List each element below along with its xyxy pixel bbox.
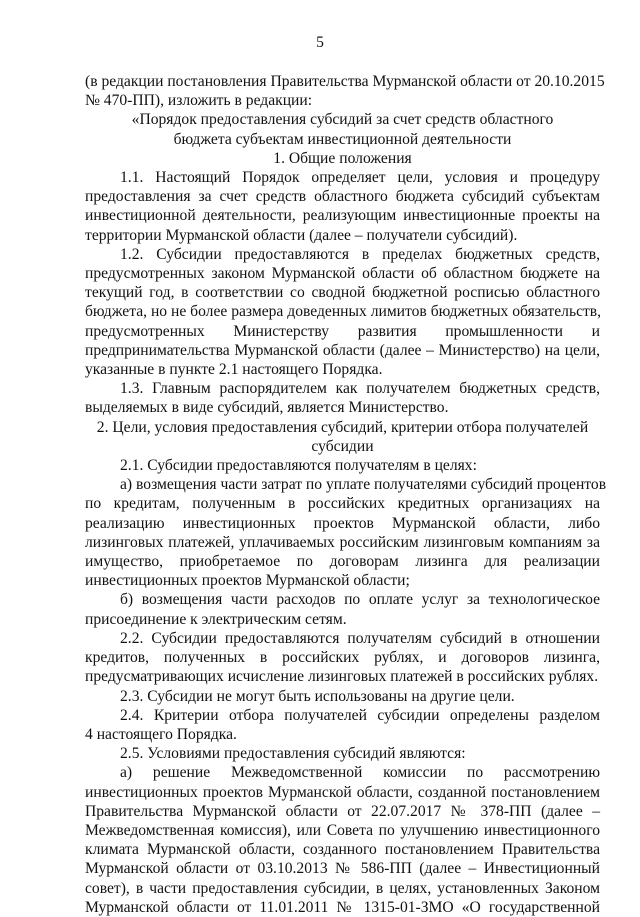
text-line: выделяемых в виде субсидий, является Министерство.: [85, 399, 449, 417]
text-line: инвестиционных проектов Мурманской области;: [85, 572, 410, 590]
text-line: бюджета, но не более размера доведенных лимитов бюджетных обязательств,: [85, 303, 602, 321]
text-line: территории Мурманской области (далее – получатели субсидий).: [85, 226, 518, 244]
text-line: Правительства Мурманской области от 22.07.2017 № 378-ПП (далее –: [85, 802, 600, 820]
text-line: по кредитам, полученным в российских кредитных организациях на: [85, 495, 600, 513]
text-line: «Порядок предоставления субсидий за счет средств областного: [131, 111, 554, 129]
text-line: совет), в части предоставления субсидии, в целях, установленных Законом: [85, 879, 600, 897]
text-line: 2.4. Критерии отбора получателей субсидии определены разделом: [120, 706, 600, 724]
text-line: 2.2. Субсидии предоставляются получателям субсидий в отношении: [120, 629, 600, 647]
text-line: а) решение Межведомственной комиссии по рассмотрению: [120, 764, 600, 782]
text-line: инвестиционной деятельности, реализующим инвестиционные проекты на: [85, 207, 600, 225]
text-line: Межведомственная комиссия), или Совета по улучшению инвестиционного: [85, 821, 600, 839]
text-line: б) возмещения части расходов по оплате услуг за технологическое: [120, 591, 600, 609]
text-line: (в редакции постановления Правительства Мурманской области от 20.10.2015: [85, 73, 605, 90]
text-line: предпринимательства Мурманской области (далее – Министерство) на цели,: [85, 341, 600, 359]
text-line: текущий год, в соответствии со сводной бюджетной росписью областного: [85, 284, 600, 302]
text-line: присоединение к электрическим сетям.: [85, 610, 347, 628]
text-line: указанные в пункте 2.1 настоящего Порядка.: [85, 361, 383, 379]
text-line: Мурманской области от 11.01.2011 № 1315-01-ЗМО «О государственной: [85, 898, 600, 916]
text-line: кредитов, полученных в российских рублях, и договоров лизинга,: [85, 649, 600, 667]
text-line: 1.3. Главным распорядителем как получателем бюджетных средств,: [120, 380, 600, 398]
text-line: бюджета субъектам инвестиционной деятельности: [173, 130, 512, 148]
text-line: 4 настоящего Порядка.: [85, 725, 237, 743]
text-line: инвестиционных проектов Мурманской области, созданной постановлением: [85, 783, 600, 801]
text-line: № 470-ПП), изложить в редакции:: [85, 92, 313, 110]
text-line: предусмотренных Министерству развития промышленности и: [85, 322, 600, 340]
document-body: [85, 72, 607, 917]
page-number: 5: [316, 34, 324, 51]
text-line: 1.1. Настоящий Порядок определяет цели, условия и процедуру: [120, 169, 600, 187]
text-line: лизинговых платежей, уплачиваемых российским лизинговым компаниям за: [85, 533, 600, 551]
text-line: реализацию инвестиционных проектов Мурманской области, либо: [85, 514, 600, 532]
text-line: Мурманской области от 03.10.2013 № 586-ПП (далее – Инвестиционный: [85, 860, 600, 878]
text-line: предусматривающих исчисление лизинговых платежей в российских рублях.: [85, 668, 599, 686]
text-line: а) возмещения части затрат по уплате получателями субсидий процентов: [120, 476, 607, 494]
text-line: 2. Цели, условия предоставления субсидий, критерии отбора получателей: [96, 418, 589, 436]
text-line: 2.3. Субсидии не могут быть использованы на другие цели.: [120, 687, 515, 705]
text-line: 2.5. Условиями предоставления субсидий являются:: [120, 745, 466, 763]
text-line: субсидии: [311, 437, 374, 455]
text-line: 1. Общие положения: [273, 149, 412, 167]
text-line: 2.1. Субсидии предоставляются получателям в целях:: [120, 457, 477, 475]
text-line: предоставления за счет средств областного бюджета субсидий субъектам: [85, 188, 600, 206]
text-line: предусмотренных законом Мурманской области об областном бюджете на: [85, 265, 600, 283]
text-line: климата Мурманской области, созданного постановлением Правительства: [85, 841, 600, 859]
text-line: 1.2. Субсидии предоставляются в пределах бюджетных средств,: [120, 245, 600, 263]
text-line: имущество, приобретаемое по договорам лизинга для реализации: [85, 553, 600, 571]
